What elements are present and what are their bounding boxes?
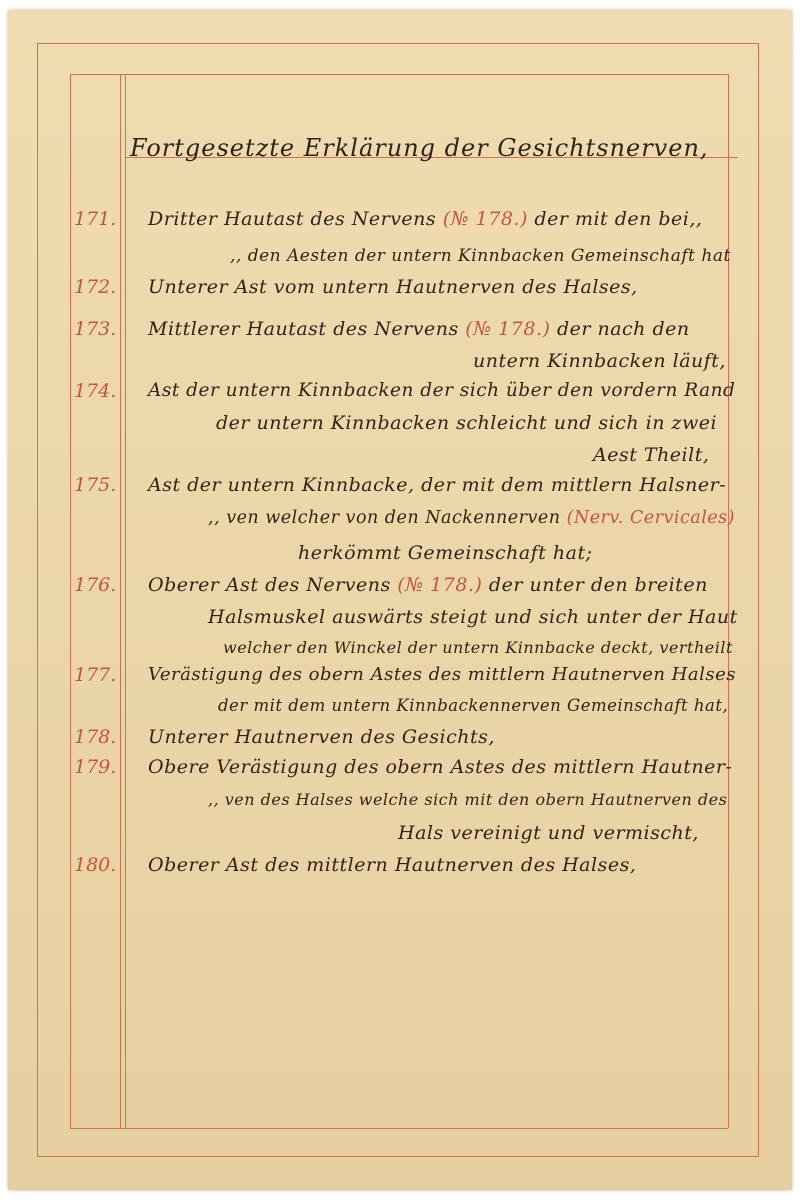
entry-line <box>148 726 495 748</box>
entry-text-continued: der mit den bei,, <box>527 208 703 230</box>
reference-note: (Nerv. Cervicales) <box>566 508 735 528</box>
inner-top-rule <box>70 74 728 75</box>
entry-line <box>218 696 728 715</box>
entry-line <box>148 276 638 298</box>
entry-text: ,, den Aesten der untern Kinnbacken Gemeinschaft hat <box>230 246 731 266</box>
entry-text: Mittlerer Hautast des Nervens <box>148 318 466 340</box>
entry-text: Ast der untern Kinnbacke, der mit dem mittlern Halsner- <box>148 474 727 496</box>
manuscript-page <box>8 10 792 1190</box>
margin-rule-left <box>120 74 121 1128</box>
entry-line <box>148 318 690 340</box>
entry-line <box>148 208 702 230</box>
entry-number: 173. <box>74 318 117 340</box>
entry-line <box>593 444 709 466</box>
entry-text: Unterer Hautnerven des Gesichts, <box>148 726 495 748</box>
frame-left-rule <box>37 43 38 1157</box>
entry-line <box>398 822 699 844</box>
margin-rule-right <box>125 74 126 1128</box>
entry-text: Halsmuskel auswärts steigt und sich unter der Haut <box>208 606 738 628</box>
entry-number: 174. <box>74 380 117 402</box>
reference-note: (№ 178.) <box>397 574 483 596</box>
entry-number: 176. <box>74 574 117 596</box>
entry-line <box>148 380 735 401</box>
entry-text: untern Kinnbacken läuft, <box>473 350 726 372</box>
entry-text: Oberer Ast des mittlern Hautnerven des Halses, <box>148 854 637 876</box>
inner-bottom-rule <box>70 1128 728 1129</box>
entry-number: 175. <box>74 474 117 496</box>
entry-number: 179. <box>74 756 117 778</box>
entry-line <box>148 664 736 685</box>
entry-number: 177. <box>74 664 117 686</box>
entry-line <box>223 638 733 657</box>
page-title: Fortgesetzte Erklärung der Gesichtsnerven, <box>130 134 709 162</box>
entry-text: Dritter Hautast des Nervens <box>148 208 443 230</box>
entry-line <box>148 854 636 876</box>
entry-text: welcher den Winckel der untern Kinnbacke deckt, vertheilt <box>223 638 733 657</box>
entry-text: Oberer Ast des Nervens <box>148 574 398 596</box>
entry-text: herkömmt Gemeinschaft hat; <box>298 542 593 564</box>
entry-text: Obere Verästigung des obern Astes des mittlern Hautner- <box>148 756 733 778</box>
entry-line <box>208 508 735 528</box>
entry-number: 178. <box>74 726 117 748</box>
entry-line <box>148 756 732 778</box>
entry-text: Unterer Ast vom untern Hautnerven des Halses, <box>148 276 638 298</box>
entry-text: Verästigung des obern Astes des mittlern Hautnerven Halses <box>148 664 736 685</box>
entry-text: ,, ven welcher von den Nackennerven <box>208 508 567 528</box>
entry-text: Ast der untern Kinnbacken der sich über den vordern Rand <box>148 380 736 401</box>
entry-line <box>216 412 717 434</box>
entry-number: 171. <box>74 208 117 230</box>
inner-right-rule <box>728 74 729 1128</box>
entry-text-continued: der unter den breiten <box>482 574 708 596</box>
entry-text: der untern Kinnbacken schleicht und sich in zwei <box>216 412 718 434</box>
entry-line <box>208 606 738 628</box>
entry-text: Hals vereinigt und vermischt, <box>398 822 699 844</box>
entry-line <box>208 790 727 809</box>
entry-text: ,, ven des Halses welche sich mit den obern Hautnerven des <box>208 790 728 809</box>
frame-bottom-rule <box>37 1156 759 1157</box>
entry-number: 172. <box>74 276 117 298</box>
frame-top-rule <box>37 43 759 44</box>
entry-line <box>473 350 726 372</box>
entry-text-continued: der nach den <box>550 318 690 340</box>
entry-line <box>230 246 731 266</box>
frame-right-rule <box>758 43 759 1157</box>
entry-line <box>298 542 592 564</box>
reference-note: (№ 178.) <box>465 318 551 340</box>
entry-line <box>148 574 708 596</box>
inner-left-rule <box>70 74 71 1128</box>
entry-number: 180. <box>74 854 117 876</box>
entry-text: Aest Theilt, <box>593 444 710 466</box>
reference-note: (№ 178.) <box>442 208 528 230</box>
entry-line <box>148 474 726 496</box>
entry-text: der mit dem untern Kinnbackennerven Gemeinschaft hat, <box>218 696 729 715</box>
